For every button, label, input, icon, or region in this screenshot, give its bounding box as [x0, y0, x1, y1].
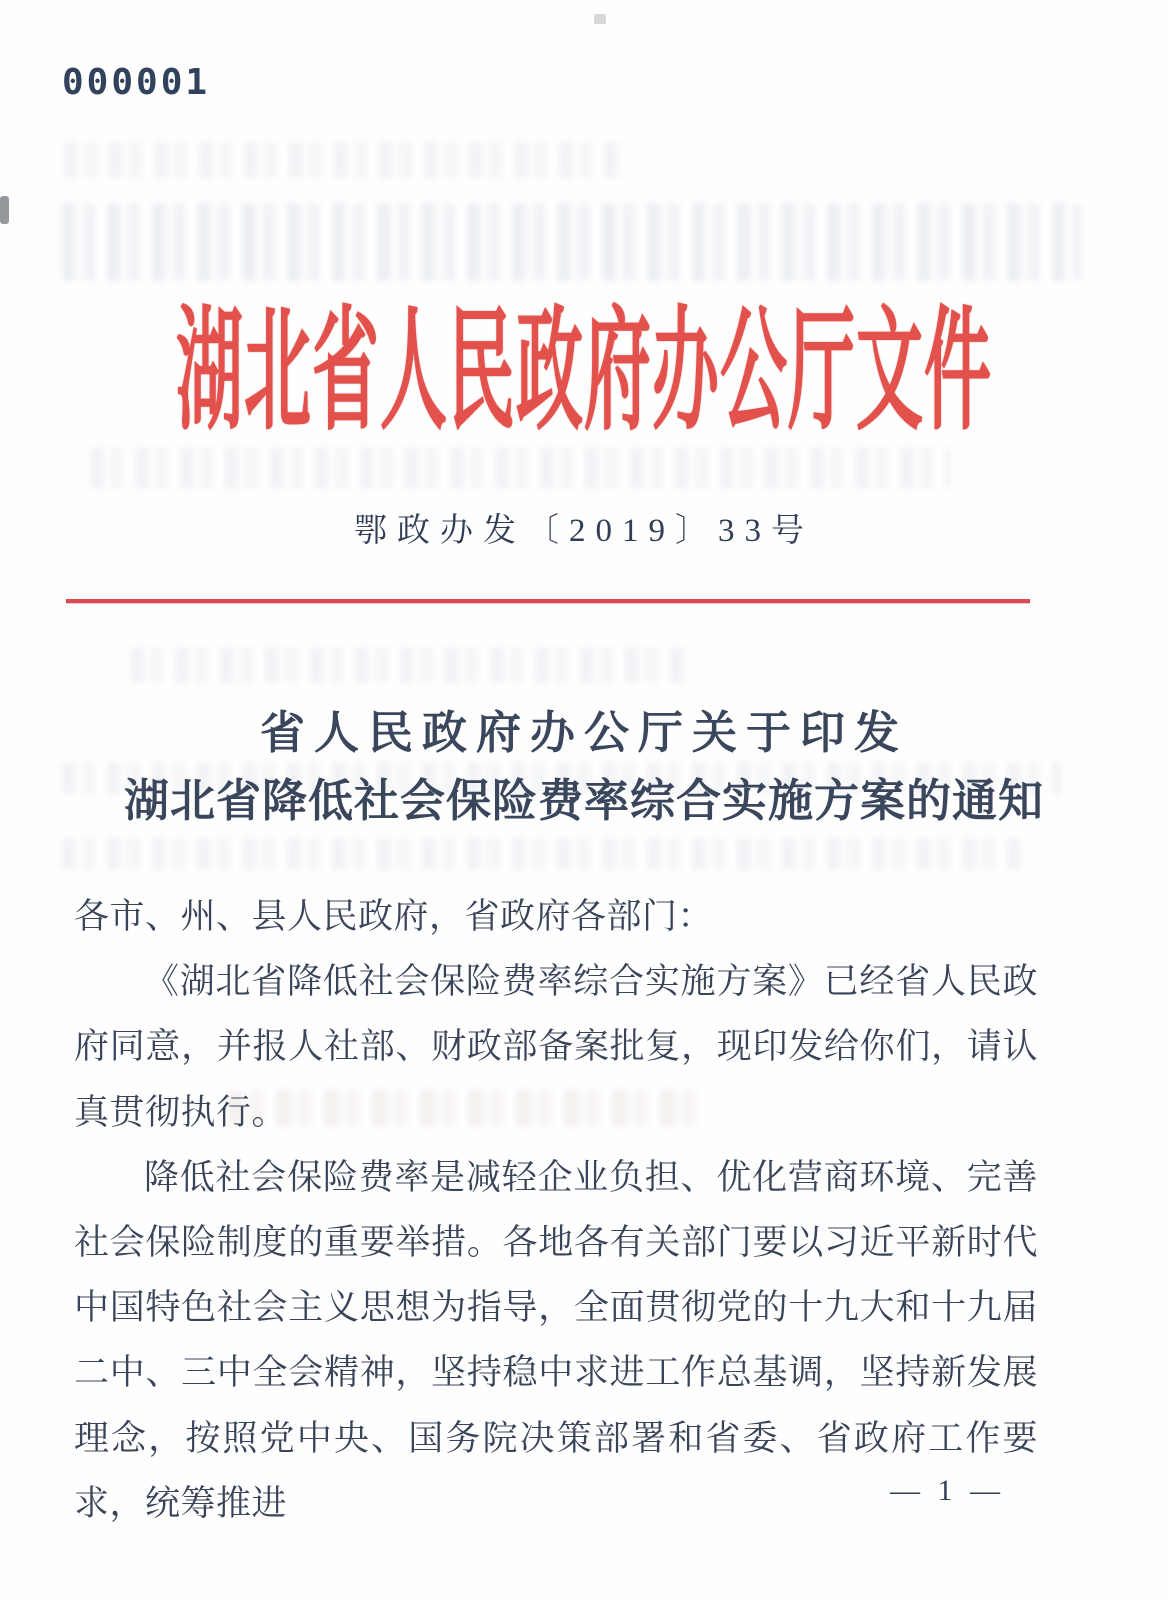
- issuing-office-banner-title: 湖北省人民政府办公厅文件: [176, 299, 992, 447]
- red-header-banner: [0, 299, 1168, 447]
- bleedthrough-artifact: [64, 142, 624, 178]
- body-paragraph-2: 降低社会保险费率是减轻企业负担、优化营商环境、完善社会保险制度的重要举措。各地各有关部门要以习近平新时代中国特色社会主义思想为指导，全面贯彻党的十九大和十九届二中、三中全会精神，坚持稳中求进工作总基调，坚持新发展理念，按照党中央、国务院决策部署和省委、省政府工作要求，统筹推进: [74, 1157, 1038, 1523]
- document-title-line1: 省人民政府办公厅关于印发: [259, 708, 908, 758]
- salutation-line: 各市、州、县人民政府，省政府各部门：: [74, 897, 714, 936]
- document-title: [0, 706, 1168, 828]
- bleedthrough-artifact: [62, 203, 1082, 281]
- scan-speck: [594, 14, 606, 24]
- page-number: — 1 —: [890, 1474, 1005, 1507]
- bleedthrough-artifact: [90, 447, 950, 489]
- red-divider-line: [66, 599, 1030, 603]
- bleedthrough-artifact: [62, 838, 1022, 870]
- scan-speck: [0, 196, 9, 224]
- document-title-line2: 湖北省降低社会保险费率综合实施方案的通知: [123, 776, 1044, 826]
- bleedthrough-artifact: [130, 647, 690, 683]
- serial-number-stamp: 000001: [62, 62, 211, 103]
- document-number: 鄂政办发〔2019〕33号: [354, 513, 814, 549]
- body-paragraph-1: 《湖北省降低社会保险费率综合实施方案》已经省人民政府同意，并报人社部、财政部备案批复，现印发给你们，请认真贯彻执行。: [74, 962, 1038, 1132]
- document-body: [74, 884, 1038, 1536]
